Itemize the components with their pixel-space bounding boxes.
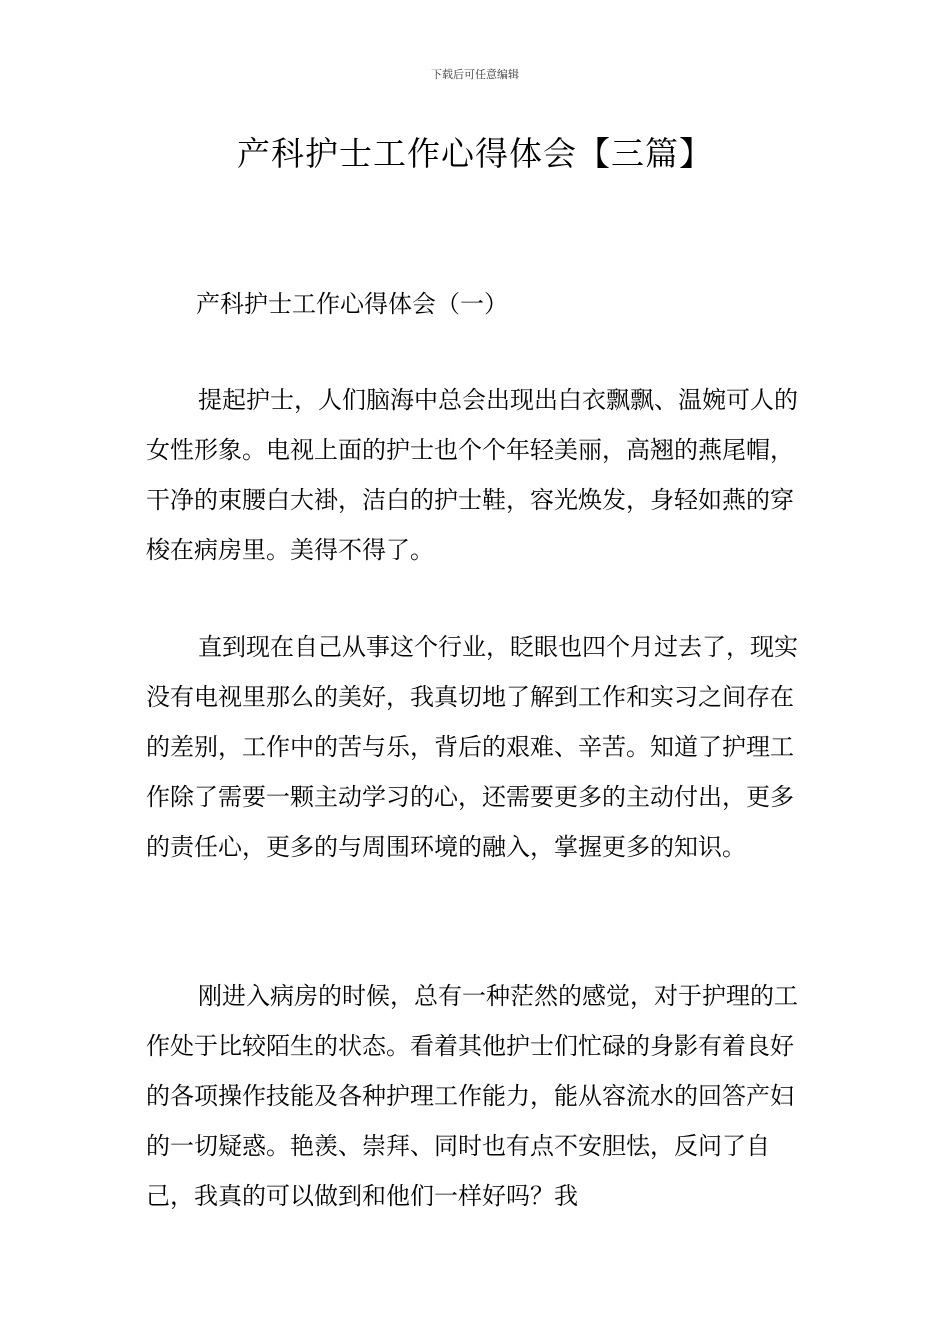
paragraph-2: 直到现在自己从事这个行业，眨眼也四个月过去了，现实没有电视里那么的美好，我真切地了解到工作和实习之间存在的差别，工作中的苦与乐，背后的艰难、辛苦。知道了护理工作除了需要一颗主动学习的心，还需要更多的主动付出，更多的责任心，更多的与周围环境的融入，掌握更多的知识。 bbox=[146, 633, 798, 861]
section-heading: 产科护士工作心得体会（一） bbox=[196, 290, 508, 318]
header-note: 下载后可任意编辑 bbox=[431, 68, 519, 81]
document-title: 产科护士工作心得体会【三篇】 bbox=[237, 134, 713, 173]
paragraph-1: 提起护士，人们脑海中总会出现出白衣飘飘、温婉可人的女性形象。电视上面的护士也个个年轻美丽，高翘的燕尾帽，干净的束腰白大褂，洁白的护士鞋，容光焕发，身轻如燕的穿梭在病房里。美得不得了。 bbox=[146, 386, 798, 564]
paragraph-3: 刚进入病房的时候，总有一种茫然的感觉，对于护理的工作处于比较陌生的状态。看着其他护士们忙碌的身影有着良好的各项操作技能及各种护理工作能力，能从容流水的回答产妇的一切疑惑。艳羡、崇拜、同时也有点不安胆怯，反问了自己，我真的可以做到和他们一样好吗？我 bbox=[146, 982, 798, 1210]
